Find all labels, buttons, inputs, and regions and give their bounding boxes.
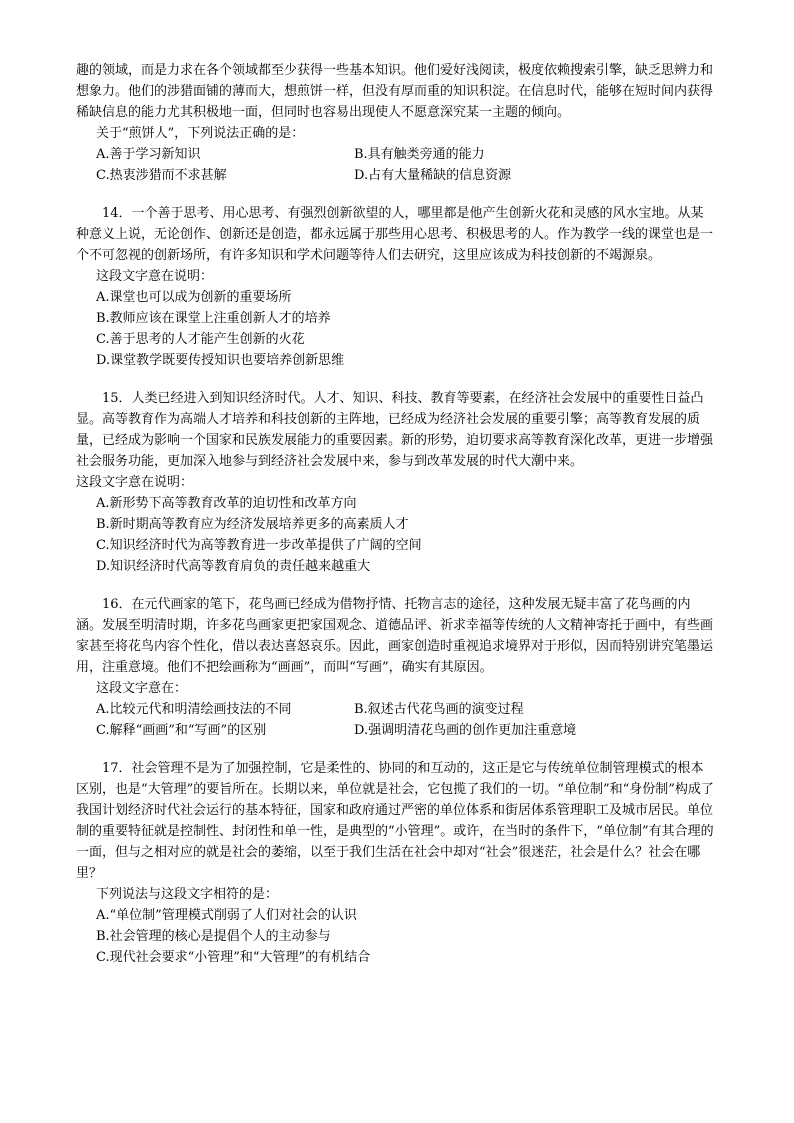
question-13-stem: 关于“煎饼人”，下列说法正确的是：	[96, 126, 305, 141]
question-14-option-d[interactable]: D.课堂教学既要传授知识也要培养创新思维	[96, 353, 345, 368]
question-17-option-b[interactable]: B.社会管理的核心是提倡个人的主动参与	[96, 929, 331, 944]
question-15	[76, 388, 716, 577]
question-14-option-b[interactable]: B.教师应该在课堂上注重创新人才的培养	[96, 311, 331, 326]
question-17-option-c[interactable]: C.现代社会要求“小管理”和“大管理”的有机结合	[96, 950, 371, 965]
question-16	[76, 594, 716, 741]
question-16-option-a[interactable]: A.比较元代和明清绘画技法的不同	[96, 702, 292, 717]
question-16-options-row-2	[76, 720, 716, 741]
question-14-stem: 这段文字意在说明：	[96, 269, 214, 284]
question-16-options-row-1	[76, 699, 716, 720]
question-13-options-row-1	[76, 144, 716, 165]
question-15-option-c[interactable]: C.知识经济时代为高等教育进一步改革提供了广阔的空间	[96, 538, 422, 553]
question-17-option-a[interactable]: A.“单位制”管理模式削弱了人们对社会的认识	[96, 908, 357, 923]
exam-page	[76, 60, 716, 968]
question-17-passage: 17．社会管理不是为了加强控制，它是柔性的、协同的和互动的，这正是它与传统单位制管理模式的根本区别，也是“大管理”的要旨所在。长期以来，单位就是社会，它包揽了我们的一切。“单位制”和“身份制”构成了我国计划经济时代社会运行的基本特征，国家和政府通过严密的单位体系和街居体系管理职工及城市居民。单位制的重要特征就是控制性、封闭性和单一性，是典型的“小管理”。或许，在当时的条件下，“单位制”有其合理的一面，但与之相对应的就是社会的萎缩，以至于我们生活在社会中却对“社会”很迷茫，社会是什么？社会在哪里？	[76, 761, 714, 881]
question-16-passage: 16．在元代画家的笔下，花鸟画已经成为借物抒情、托物言志的途径，这种发展无疑丰富了花鸟画的内涵。发展至明清时期，许多花鸟画家更把家国观念、道德品评、祈求幸福等传统的人文精神寄托于画中，有些画家甚至将花鸟内容个性化，借以表达喜怒哀乐。因此，画家创造时重视追求境界对于形似，因而特别讲究笔墨运用，注重意境。他们不把绘画称为“画画”，而叫“写画”，确实有其原因。	[76, 597, 714, 675]
question-14-passage: 14．一个善于思考、用心思考、有强烈创新欲望的人，哪里都是他产生创新火花和灵感的风水宝地。从某种意义上说，无论创作、创新还是创造，都永远属于那些用心思考、积极思考的人。作为教学一线的课堂也是一个不可忽视的创新场所，有许多知识和学术问题等待人们去研究，这里应该成为科技创新的不竭源泉。	[76, 206, 714, 263]
question-13-option-c[interactable]: C.热衷涉猎而不求甚解	[96, 168, 227, 183]
question-15-option-b[interactable]: B.新时期高等教育应为经济发展培养更多的高素质人才	[96, 517, 409, 532]
question-13-passage: 趣的领域，而是力求在各个领域都至少获得一些基本知识。他们爱好浅阅读，极度依赖搜索引擎，缺乏思辨力和想象力。他们的涉猎面铺的薄而大，想煎饼一样，但没有厚而重的知识积淀。在信息时代，能够在短时间内获得稀缺信息的能力尤其积极地一面，但同时也容易出现使人不愿意深究某一主题的倾向。	[76, 63, 714, 120]
question-15-option-a[interactable]: A.新形势下高等教育改革的迫切性和改革方向	[96, 496, 357, 511]
question-16-option-d[interactable]: D.强调明清花鸟画的创作更加注重意境	[354, 723, 577, 738]
question-13-option-a[interactable]: A.善于学习新知识	[96, 147, 201, 162]
question-17	[76, 758, 716, 968]
question-13-option-b[interactable]: B.具有触类旁通的能力	[354, 147, 485, 162]
question-14	[76, 203, 716, 371]
question-14-option-a[interactable]: A.课堂也可以成为创新的重要场所	[96, 290, 292, 305]
question-15-stem: 这段文字意在说明：	[76, 475, 194, 490]
question-16-option-c[interactable]: C.解释“画画”和“写画”的区别	[96, 723, 267, 738]
question-17-stem: 下列说法与这段文字相符的是：	[96, 887, 279, 902]
question-16-option-b[interactable]: B.叙述古代花鸟画的演变过程	[354, 702, 524, 717]
question-13	[76, 60, 716, 186]
question-16-stem: 这段文字意在：	[96, 681, 188, 696]
question-15-passage: 15．人类已经进入到知识经济时代。人才、知识、科技、教育等要素，在经济社会发展中的重要性日益凸显。高等教育作为高端人才培养和科技创新的主阵地，已经成为经济社会发展的重要引擎；高等教育发展的质量，已经成为影响一个国家和民族发展能力的重要因素。新的形势，迫切要求高等教育深化改革，更进一步增强社会服务功能，更加深入地参与到经济社会发展中来，参与到改革发展的时代大潮中来。	[76, 391, 714, 469]
question-13-options-row-2	[76, 165, 716, 186]
question-13-option-d[interactable]: D.占有大量稀缺的信息资源	[354, 168, 512, 183]
question-15-option-d[interactable]: D.知识经济时代高等教育肩负的责任越来越重大	[96, 559, 371, 574]
question-14-option-c[interactable]: C.善于思考的人才能产生创新的火花	[96, 332, 305, 347]
